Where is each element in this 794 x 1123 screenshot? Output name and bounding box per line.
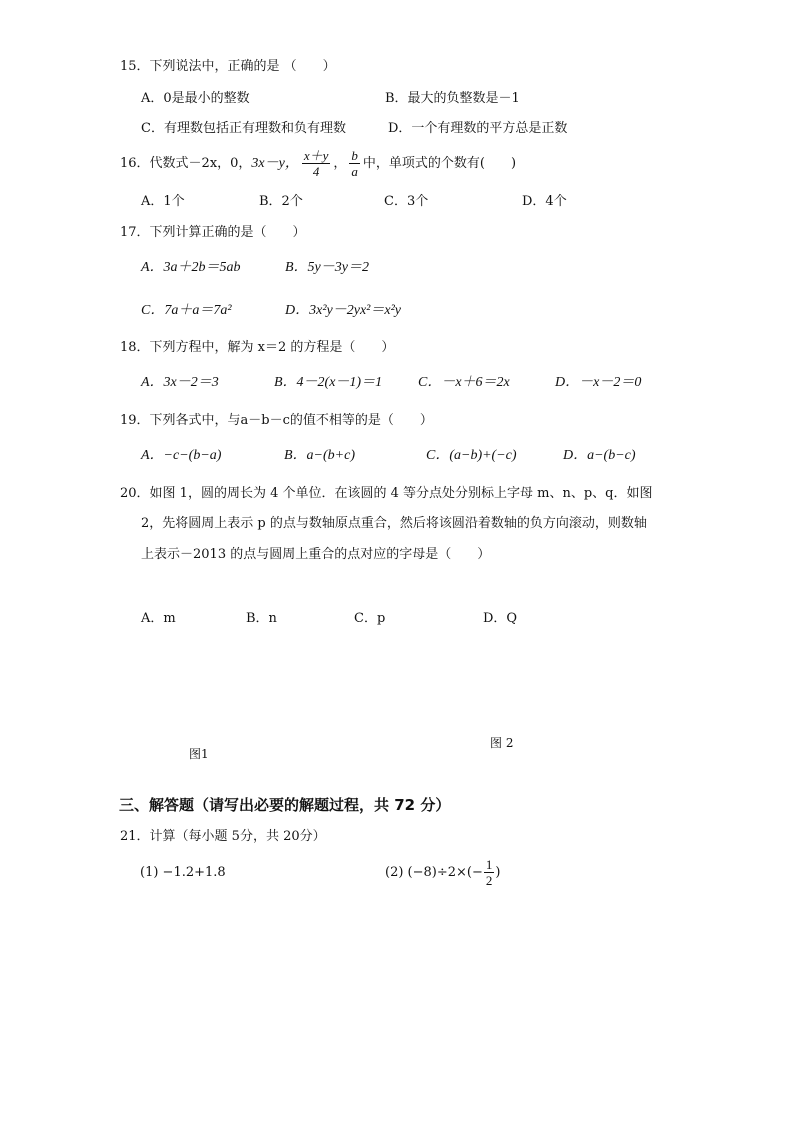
q19-option-a: A．−c−(b−a) [141, 448, 222, 463]
q21-part-2-prefix: (2) (−8)÷2×(− [385, 865, 483, 880]
q16-frac2-numerator: b [351, 148, 358, 163]
q20-option-a: A．m [141, 611, 176, 626]
q16-suffix: 中，单项式的个数有( ) [362, 156, 517, 171]
section-3-title: 三、解答题（请写出必要的解题过程，共 72 分） [119, 796, 451, 814]
q16-frac1-denominator: 4 [312, 164, 320, 179]
q16-frac1-numerator: x＋y [303, 148, 329, 163]
q18-option-d: D．－x－2＝0 [555, 375, 642, 390]
q20-option-b: B．n [246, 611, 277, 626]
q16-option-b: B．2个 [259, 194, 303, 209]
q19-option-b: B．a−(b+c) [284, 448, 355, 463]
q16-frac2-denominator: a [351, 164, 358, 179]
q21-part-2-suffix: ) [495, 865, 501, 880]
q16-stem [120, 146, 516, 182]
figure-1-caption: 图1 [189, 747, 209, 761]
q16-comma: ， [333, 156, 347, 171]
q15-stem: 15．下列说法中，正确的是 （ ） [120, 59, 336, 74]
q19-stem: 19．下列各式中，与a－b－c的值不相等的是（ ） [120, 413, 433, 428]
q16-fraction-2 [349, 148, 360, 179]
q15-option-a: A．0是最小的整数 [141, 91, 250, 106]
q17-option-b: B．5y－3y＝2 [285, 260, 369, 275]
q16-option-d: D．4个 [522, 194, 567, 209]
q16-prefix: 16．代数式－2x，0， [120, 156, 252, 171]
q16-expr1: 3x－y， [251, 156, 299, 171]
q15-option-d: D．一个有理数的平方总是正数 [388, 121, 568, 136]
q21-part-2-denominator: 2 [485, 873, 493, 888]
q17-option-c: C．7a＋a＝7a² [141, 303, 232, 318]
q16-fraction-1 [302, 148, 331, 179]
q21-part-2 [385, 855, 500, 891]
q19-option-d: D．a−(b−c) [563, 448, 636, 463]
q15-option-c: C．有理数包括正有理数和负有理数 [141, 121, 346, 136]
q20-option-d: D．Q [483, 611, 518, 626]
q20-option-c: C．p [354, 611, 386, 626]
q18-stem: 18．下列方程中，解为 x＝2 的方程是（ ） [120, 340, 395, 355]
q15-option-b: B．最大的负整数是－1 [385, 91, 520, 106]
q21-part-2-numerator: 1 [485, 857, 493, 872]
figure-2-caption: 图 2 [490, 736, 514, 750]
q18-option-c: C．－x＋6＝2x [418, 375, 510, 390]
q20-stem-line-3: 上表示－2013 的点与圆周上重合的点对应的字母是（ ） [141, 547, 491, 562]
q20-stem-line-1: 20．如图 1，圆的周长为 4 个单位．在该圆的 4 等分点处分别标上字母 m、n、p、q．如图 [120, 486, 653, 501]
q21-stem: 21．计算（每小题 5分，共 20分） [120, 829, 326, 844]
q17-option-a: A．3a＋2b＝5ab [141, 260, 241, 275]
q16-option-c: C．3个 [384, 194, 429, 209]
q16-option-a: A．1个 [141, 194, 185, 209]
q19-option-c: C．(a−b)+(−c) [426, 448, 517, 463]
q20-stem-line-2: 2，先将圆周上表示 p 的点与数轴原点重合，然后将该圆沿着数轴的负方向滚动，则数轴 [141, 516, 647, 531]
q21-part-1: (1) −1.2+1.8 [140, 865, 226, 880]
q18-option-b: B．4－2(x－1)＝1 [274, 375, 383, 390]
q21-part-2-fraction [484, 857, 495, 888]
q17-stem: 17．下列计算正确的是（ ） [120, 225, 306, 240]
q18-option-a: A．3x－2＝3 [141, 375, 219, 390]
q17-option-d: D．3x²y－2yx²＝x²y [285, 303, 401, 318]
